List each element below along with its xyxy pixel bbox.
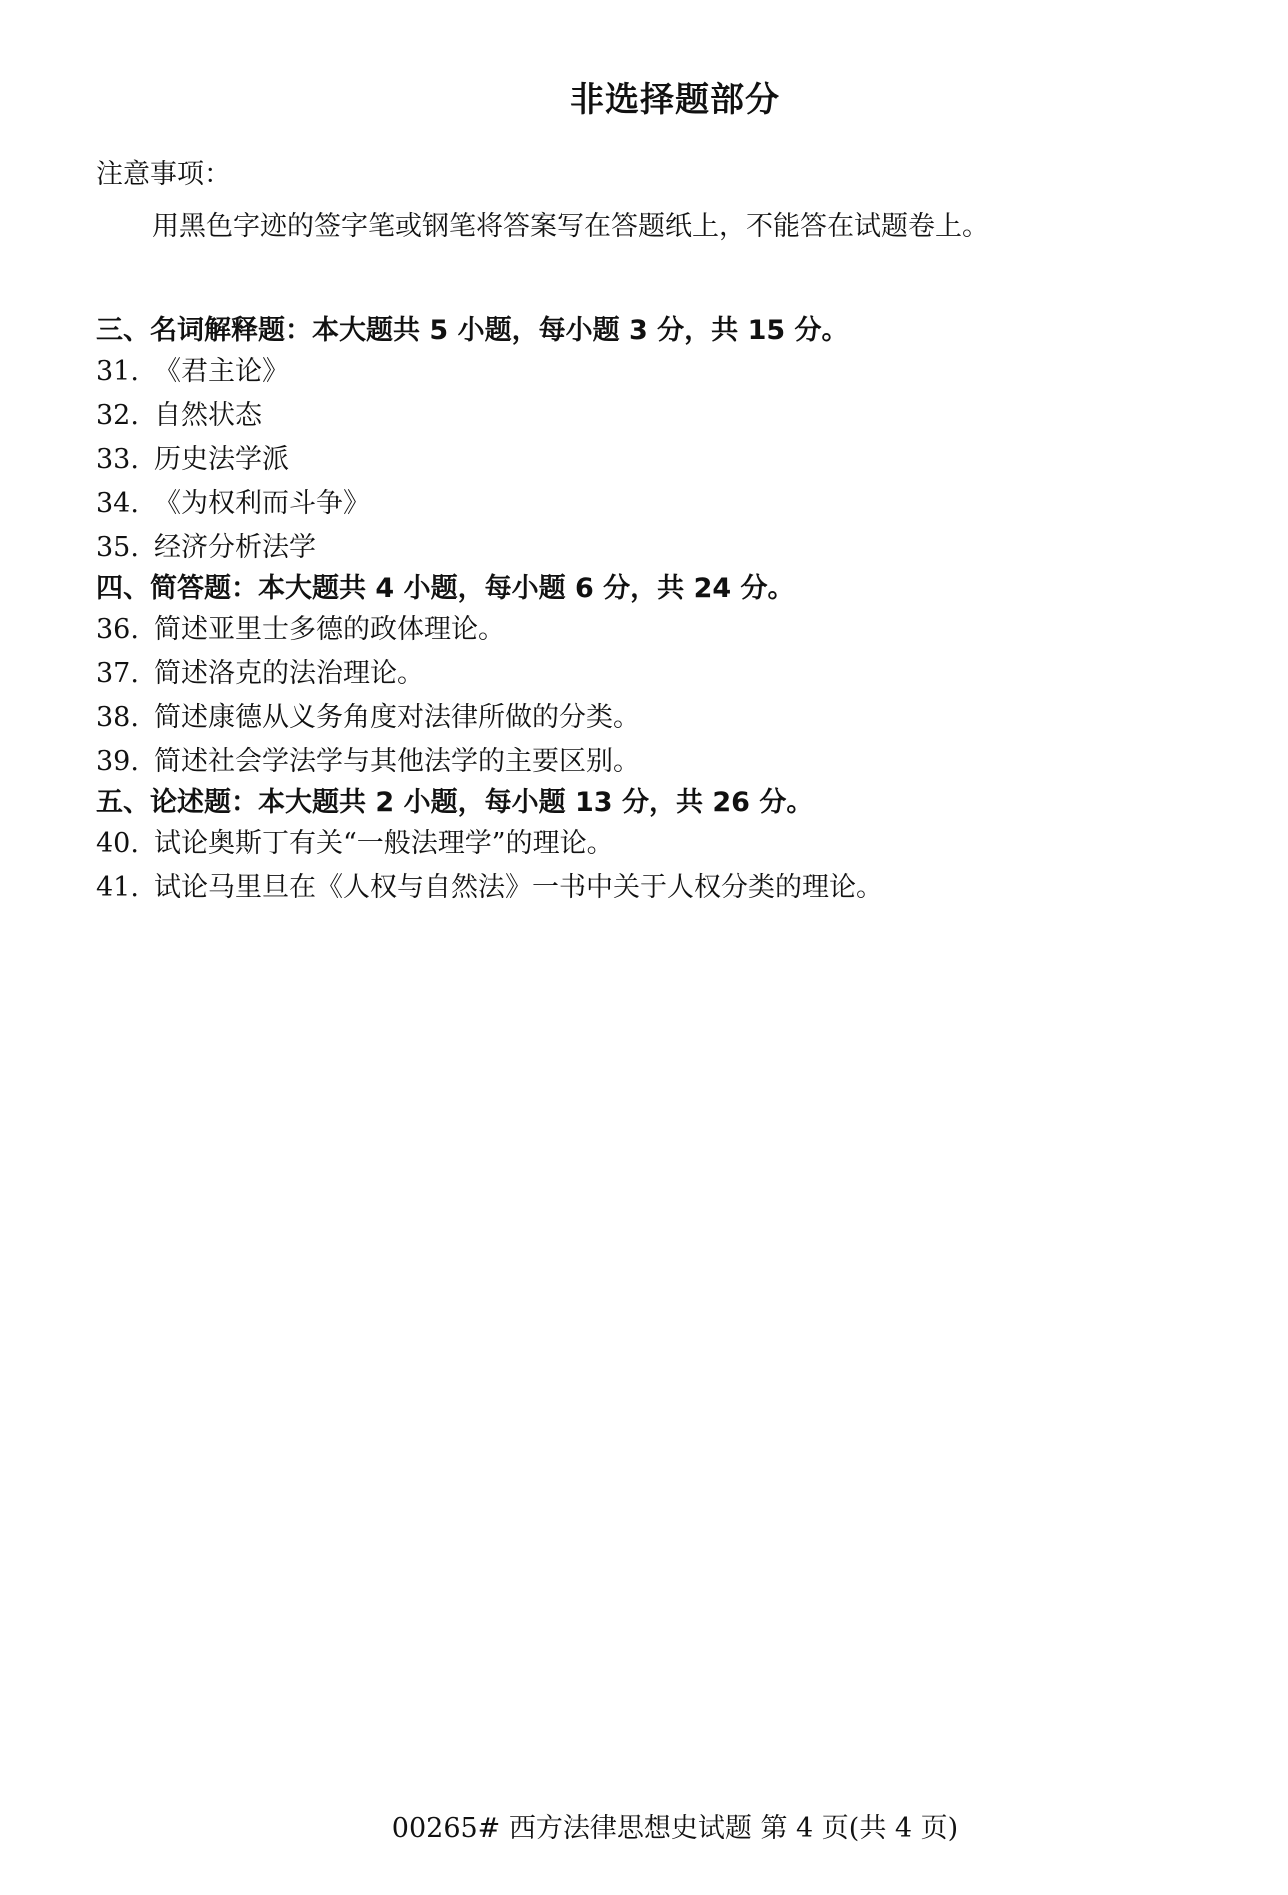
question-number: 34. <box>96 488 139 519</box>
question-text: 简述洛克的法治理论。 <box>154 658 424 689</box>
question-31 <box>96 350 1216 394</box>
question-text: 简述康德从义务角度对法律所做的分类。 <box>154 702 640 733</box>
question-text: 简述亚里士多德的政体理论。 <box>154 614 505 645</box>
question-text: 自然状态 <box>154 400 262 431</box>
question-34 <box>96 482 1216 526</box>
question-text: 历史法学派 <box>154 444 289 475</box>
question-number: 31. <box>96 356 139 387</box>
question-36 <box>96 608 1216 652</box>
question-text: 《君主论》 <box>154 356 289 387</box>
question-32 <box>96 394 1216 438</box>
question-number: 38. <box>96 702 139 733</box>
question-35 <box>96 526 1216 570</box>
question-sections <box>96 312 1216 910</box>
question-number: 41. <box>96 872 139 903</box>
question-number: 36. <box>96 614 139 645</box>
question-text: 经济分析法学 <box>154 532 316 563</box>
question-text: 试论马里旦在《人权与自然法》一书中关于人权分类的理论。 <box>154 872 883 903</box>
section-heading-5: 五、论述题：本大题共 2 小题，每小题 13 分，共 26 分。 <box>96 787 814 818</box>
question-number: 40. <box>96 828 139 859</box>
notice-heading: 注意事项： <box>96 159 231 190</box>
question-37 <box>96 652 1216 696</box>
question-39 <box>96 740 1216 784</box>
section-heading-4: 四、简答题：本大题共 4 小题，每小题 6 分，共 24 分。 <box>96 573 795 604</box>
question-41 <box>96 866 1216 910</box>
question-38 <box>96 696 1216 740</box>
question-number: 32. <box>96 400 139 431</box>
question-33 <box>96 438 1216 482</box>
question-40 <box>96 822 1216 866</box>
question-number: 33. <box>96 444 139 475</box>
question-text: 《为权利而斗争》 <box>154 488 370 519</box>
page-title: 非选择题部分 <box>570 80 780 120</box>
question-text: 试论奥斯丁有关“一般法理学”的理论。 <box>154 828 614 859</box>
page-footer: 00265# 西方法律思想史试题 第 4 页(共 4 页) <box>391 1813 959 1844</box>
question-number: 39. <box>96 746 139 777</box>
notice-text: 用黑色字迹的签字笔或钢笔将答案写在答题纸上，不能答在试题卷上。 <box>152 211 989 242</box>
question-text: 简述社会学法学与其他法学的主要区别。 <box>154 746 640 777</box>
section-heading-3: 三、名词解释题：本大题共 5 小题，每小题 3 分，共 15 分。 <box>96 315 849 346</box>
question-number: 35. <box>96 532 139 563</box>
question-number: 37. <box>96 658 139 689</box>
